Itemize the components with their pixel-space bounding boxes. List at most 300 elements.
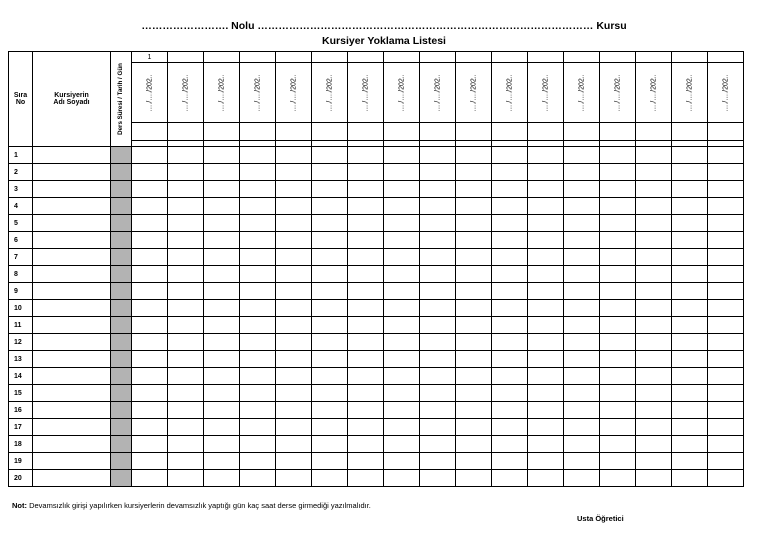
attendance-cell[interactable] <box>456 164 492 181</box>
attendance-cell[interactable] <box>348 300 384 317</box>
attendance-cell[interactable] <box>672 385 708 402</box>
attendance-cell[interactable] <box>312 232 348 249</box>
attendance-cell[interactable] <box>636 283 672 300</box>
hours-cell[interactable] <box>672 123 708 141</box>
attendance-cell[interactable] <box>240 419 276 436</box>
attendance-cell[interactable] <box>708 334 744 351</box>
attendance-cell[interactable] <box>348 249 384 266</box>
attendance-cell[interactable] <box>672 232 708 249</box>
attendance-cell[interactable] <box>384 351 420 368</box>
attendance-cell[interactable] <box>636 470 672 487</box>
attendance-cell[interactable] <box>492 147 528 164</box>
attendance-cell[interactable] <box>312 181 348 198</box>
attendance-cell[interactable] <box>204 470 240 487</box>
attendance-cell[interactable] <box>168 164 204 181</box>
attendance-cell[interactable] <box>312 419 348 436</box>
attendance-cell[interactable] <box>312 317 348 334</box>
hours-cell[interactable] <box>456 123 492 141</box>
attendance-cell[interactable] <box>600 368 636 385</box>
attendance-cell[interactable] <box>528 317 564 334</box>
name-cell[interactable] <box>33 232 111 249</box>
attendance-cell[interactable] <box>600 266 636 283</box>
attendance-cell[interactable] <box>672 317 708 334</box>
attendance-cell[interactable] <box>708 164 744 181</box>
hours-cell[interactable] <box>600 123 636 141</box>
attendance-cell[interactable] <box>564 198 600 215</box>
attendance-cell[interactable] <box>384 249 420 266</box>
attendance-cell[interactable] <box>420 266 456 283</box>
attendance-cell[interactable] <box>672 453 708 470</box>
attendance-cell[interactable] <box>564 266 600 283</box>
attendance-cell[interactable] <box>672 419 708 436</box>
attendance-cell[interactable] <box>168 266 204 283</box>
attendance-cell[interactable] <box>636 334 672 351</box>
date-placeholder[interactable]: …./…./202.. <box>722 73 729 112</box>
attendance-cell[interactable] <box>276 266 312 283</box>
attendance-cell[interactable] <box>276 351 312 368</box>
attendance-cell[interactable] <box>528 232 564 249</box>
attendance-cell[interactable] <box>564 283 600 300</box>
attendance-cell[interactable] <box>168 368 204 385</box>
attendance-cell[interactable] <box>384 215 420 232</box>
attendance-cell[interactable] <box>168 198 204 215</box>
attendance-cell[interactable] <box>420 300 456 317</box>
attendance-cell[interactable] <box>600 147 636 164</box>
attendance-cell[interactable] <box>528 300 564 317</box>
hours-cell[interactable] <box>132 123 168 141</box>
name-cell[interactable] <box>33 368 111 385</box>
date-placeholder[interactable]: …./…./202.. <box>470 73 477 112</box>
attendance-cell[interactable] <box>456 215 492 232</box>
attendance-cell[interactable] <box>492 283 528 300</box>
attendance-cell[interactable] <box>132 283 168 300</box>
attendance-cell[interactable] <box>564 419 600 436</box>
attendance-cell[interactable] <box>708 419 744 436</box>
attendance-cell[interactable] <box>492 453 528 470</box>
attendance-cell[interactable] <box>312 470 348 487</box>
attendance-cell[interactable] <box>636 436 672 453</box>
attendance-cell[interactable] <box>240 470 276 487</box>
attendance-cell[interactable] <box>420 317 456 334</box>
attendance-cell[interactable] <box>276 300 312 317</box>
attendance-cell[interactable] <box>600 164 636 181</box>
attendance-cell[interactable] <box>312 385 348 402</box>
hours-cell[interactable] <box>708 123 744 141</box>
date-placeholder[interactable]: …./…./202.. <box>218 73 225 112</box>
attendance-cell[interactable] <box>348 368 384 385</box>
attendance-cell[interactable] <box>276 249 312 266</box>
attendance-cell[interactable] <box>348 181 384 198</box>
attendance-cell[interactable] <box>564 147 600 164</box>
attendance-cell[interactable] <box>204 147 240 164</box>
name-cell[interactable] <box>33 351 111 368</box>
attendance-cell[interactable] <box>492 266 528 283</box>
attendance-cell[interactable] <box>672 470 708 487</box>
attendance-cell[interactable] <box>168 334 204 351</box>
attendance-cell[interactable] <box>528 385 564 402</box>
attendance-cell[interactable] <box>132 351 168 368</box>
attendance-cell[interactable] <box>204 300 240 317</box>
attendance-cell[interactable] <box>492 351 528 368</box>
attendance-cell[interactable] <box>276 470 312 487</box>
attendance-cell[interactable] <box>420 334 456 351</box>
attendance-cell[interactable] <box>600 470 636 487</box>
attendance-cell[interactable] <box>564 215 600 232</box>
attendance-cell[interactable] <box>492 385 528 402</box>
attendance-cell[interactable] <box>600 283 636 300</box>
attendance-cell[interactable] <box>168 147 204 164</box>
attendance-cell[interactable] <box>420 147 456 164</box>
attendance-cell[interactable] <box>276 385 312 402</box>
attendance-cell[interactable] <box>348 266 384 283</box>
attendance-cell[interactable] <box>456 436 492 453</box>
attendance-cell[interactable] <box>204 283 240 300</box>
attendance-cell[interactable] <box>348 232 384 249</box>
attendance-cell[interactable] <box>204 266 240 283</box>
attendance-cell[interactable] <box>492 402 528 419</box>
attendance-cell[interactable] <box>672 147 708 164</box>
attendance-cell[interactable] <box>132 215 168 232</box>
attendance-cell[interactable] <box>312 300 348 317</box>
date-placeholder[interactable]: …./…./202.. <box>182 73 189 112</box>
attendance-cell[interactable] <box>420 164 456 181</box>
attendance-cell[interactable] <box>456 385 492 402</box>
attendance-cell[interactable] <box>204 385 240 402</box>
attendance-cell[interactable] <box>528 436 564 453</box>
attendance-cell[interactable] <box>420 419 456 436</box>
name-cell[interactable] <box>33 147 111 164</box>
attendance-cell[interactable] <box>348 351 384 368</box>
date-placeholder[interactable]: …./…./202.. <box>650 73 657 112</box>
attendance-cell[interactable] <box>276 147 312 164</box>
attendance-cell[interactable] <box>456 402 492 419</box>
attendance-cell[interactable] <box>708 198 744 215</box>
attendance-cell[interactable] <box>312 266 348 283</box>
attendance-cell[interactable] <box>708 181 744 198</box>
attendance-cell[interactable] <box>708 215 744 232</box>
hours-cell[interactable] <box>528 123 564 141</box>
attendance-cell[interactable] <box>204 402 240 419</box>
attendance-cell[interactable] <box>312 198 348 215</box>
date-placeholder[interactable]: …./…./202.. <box>578 73 585 112</box>
attendance-cell[interactable] <box>384 147 420 164</box>
attendance-cell[interactable] <box>384 334 420 351</box>
attendance-cell[interactable] <box>348 334 384 351</box>
attendance-cell[interactable] <box>384 164 420 181</box>
attendance-cell[interactable] <box>564 300 600 317</box>
attendance-cell[interactable] <box>456 198 492 215</box>
attendance-cell[interactable] <box>240 147 276 164</box>
attendance-cell[interactable] <box>672 368 708 385</box>
attendance-cell[interactable] <box>492 164 528 181</box>
attendance-cell[interactable] <box>312 215 348 232</box>
attendance-cell[interactable] <box>600 232 636 249</box>
attendance-cell[interactable] <box>132 385 168 402</box>
attendance-cell[interactable] <box>600 436 636 453</box>
attendance-cell[interactable] <box>240 351 276 368</box>
attendance-cell[interactable] <box>132 266 168 283</box>
name-cell[interactable] <box>33 249 111 266</box>
attendance-cell[interactable] <box>168 232 204 249</box>
attendance-cell[interactable] <box>636 147 672 164</box>
attendance-cell[interactable] <box>420 198 456 215</box>
hours-cell[interactable] <box>636 123 672 141</box>
attendance-cell[interactable] <box>600 351 636 368</box>
attendance-cell[interactable] <box>420 402 456 419</box>
attendance-cell[interactable] <box>240 266 276 283</box>
attendance-cell[interactable] <box>492 317 528 334</box>
attendance-cell[interactable] <box>168 470 204 487</box>
attendance-cell[interactable] <box>384 232 420 249</box>
attendance-cell[interactable] <box>528 249 564 266</box>
attendance-cell[interactable] <box>204 215 240 232</box>
attendance-cell[interactable] <box>708 385 744 402</box>
attendance-cell[interactable] <box>348 402 384 419</box>
attendance-cell[interactable] <box>492 198 528 215</box>
attendance-cell[interactable] <box>276 215 312 232</box>
date-placeholder[interactable]: …./…./202.. <box>362 73 369 112</box>
attendance-cell[interactable] <box>492 232 528 249</box>
attendance-cell[interactable] <box>456 334 492 351</box>
name-cell[interactable] <box>33 266 111 283</box>
hours-cell[interactable] <box>564 123 600 141</box>
attendance-cell[interactable] <box>492 436 528 453</box>
attendance-cell[interactable] <box>420 368 456 385</box>
attendance-cell[interactable] <box>636 419 672 436</box>
attendance-cell[interactable] <box>384 453 420 470</box>
attendance-cell[interactable] <box>492 334 528 351</box>
attendance-cell[interactable] <box>636 453 672 470</box>
attendance-cell[interactable] <box>708 317 744 334</box>
attendance-cell[interactable] <box>600 181 636 198</box>
attendance-cell[interactable] <box>168 300 204 317</box>
attendance-cell[interactable] <box>312 283 348 300</box>
attendance-cell[interactable] <box>312 368 348 385</box>
attendance-cell[interactable] <box>528 147 564 164</box>
attendance-cell[interactable] <box>456 419 492 436</box>
attendance-cell[interactable] <box>528 266 564 283</box>
attendance-cell[interactable] <box>240 232 276 249</box>
name-cell[interactable] <box>33 419 111 436</box>
attendance-cell[interactable] <box>276 368 312 385</box>
attendance-cell[interactable] <box>564 164 600 181</box>
attendance-cell[interactable] <box>636 300 672 317</box>
attendance-cell[interactable] <box>240 368 276 385</box>
attendance-cell[interactable] <box>636 215 672 232</box>
name-cell[interactable] <box>33 385 111 402</box>
attendance-cell[interactable] <box>600 385 636 402</box>
name-cell[interactable] <box>33 402 111 419</box>
attendance-cell[interactable] <box>348 470 384 487</box>
attendance-cell[interactable] <box>528 198 564 215</box>
name-cell[interactable] <box>33 283 111 300</box>
date-placeholder[interactable]: …./…./202.. <box>686 73 693 112</box>
attendance-cell[interactable] <box>528 453 564 470</box>
attendance-cell[interactable] <box>312 453 348 470</box>
attendance-cell[interactable] <box>420 453 456 470</box>
attendance-cell[interactable] <box>636 164 672 181</box>
attendance-cell[interactable] <box>708 402 744 419</box>
attendance-cell[interactable] <box>384 470 420 487</box>
attendance-cell[interactable] <box>708 368 744 385</box>
attendance-cell[interactable] <box>240 283 276 300</box>
attendance-cell[interactable] <box>564 453 600 470</box>
attendance-cell[interactable] <box>312 147 348 164</box>
attendance-cell[interactable] <box>456 147 492 164</box>
attendance-cell[interactable] <box>708 249 744 266</box>
attendance-cell[interactable] <box>348 215 384 232</box>
attendance-cell[interactable] <box>420 351 456 368</box>
attendance-cell[interactable] <box>420 181 456 198</box>
attendance-cell[interactable] <box>312 249 348 266</box>
attendance-cell[interactable] <box>708 147 744 164</box>
attendance-cell[interactable] <box>528 164 564 181</box>
attendance-cell[interactable] <box>168 385 204 402</box>
attendance-cell[interactable] <box>132 402 168 419</box>
name-cell[interactable] <box>33 164 111 181</box>
attendance-cell[interactable] <box>384 317 420 334</box>
attendance-cell[interactable] <box>456 232 492 249</box>
date-placeholder[interactable]: …./…./202.. <box>506 73 513 112</box>
attendance-cell[interactable] <box>708 266 744 283</box>
attendance-cell[interactable] <box>204 453 240 470</box>
attendance-cell[interactable] <box>672 402 708 419</box>
attendance-cell[interactable] <box>672 215 708 232</box>
attendance-cell[interactable] <box>636 198 672 215</box>
hours-cell[interactable] <box>204 123 240 141</box>
attendance-cell[interactable] <box>528 215 564 232</box>
attendance-cell[interactable] <box>384 436 420 453</box>
attendance-cell[interactable] <box>348 436 384 453</box>
attendance-cell[interactable] <box>456 266 492 283</box>
attendance-cell[interactable] <box>600 198 636 215</box>
attendance-cell[interactable] <box>168 317 204 334</box>
attendance-cell[interactable] <box>528 283 564 300</box>
attendance-cell[interactable] <box>240 300 276 317</box>
attendance-cell[interactable] <box>312 351 348 368</box>
attendance-cell[interactable] <box>636 249 672 266</box>
attendance-cell[interactable] <box>528 470 564 487</box>
attendance-cell[interactable] <box>132 419 168 436</box>
attendance-cell[interactable] <box>384 283 420 300</box>
attendance-cell[interactable] <box>384 385 420 402</box>
attendance-cell[interactable] <box>456 351 492 368</box>
attendance-cell[interactable] <box>528 419 564 436</box>
attendance-cell[interactable] <box>240 249 276 266</box>
attendance-cell[interactable] <box>672 283 708 300</box>
attendance-cell[interactable] <box>276 334 312 351</box>
date-placeholder[interactable]: …./…./202.. <box>254 73 261 112</box>
attendance-cell[interactable] <box>420 232 456 249</box>
attendance-cell[interactable] <box>456 300 492 317</box>
name-cell[interactable] <box>33 317 111 334</box>
attendance-cell[interactable] <box>708 300 744 317</box>
attendance-cell[interactable] <box>456 317 492 334</box>
attendance-cell[interactable] <box>276 419 312 436</box>
attendance-cell[interactable] <box>492 300 528 317</box>
attendance-cell[interactable] <box>600 334 636 351</box>
attendance-cell[interactable] <box>204 351 240 368</box>
attendance-cell[interactable] <box>600 317 636 334</box>
attendance-cell[interactable] <box>564 317 600 334</box>
attendance-cell[interactable] <box>240 453 276 470</box>
attendance-cell[interactable] <box>420 215 456 232</box>
attendance-cell[interactable] <box>564 334 600 351</box>
attendance-cell[interactable] <box>636 368 672 385</box>
attendance-cell[interactable] <box>672 351 708 368</box>
attendance-cell[interactable] <box>240 215 276 232</box>
attendance-cell[interactable] <box>132 453 168 470</box>
attendance-cell[interactable] <box>672 436 708 453</box>
name-cell[interactable] <box>33 453 111 470</box>
attendance-cell[interactable] <box>240 181 276 198</box>
attendance-cell[interactable] <box>240 436 276 453</box>
attendance-cell[interactable] <box>528 402 564 419</box>
attendance-cell[interactable] <box>348 198 384 215</box>
attendance-cell[interactable] <box>348 283 384 300</box>
name-cell[interactable] <box>33 300 111 317</box>
attendance-cell[interactable] <box>132 181 168 198</box>
attendance-cell[interactable] <box>456 181 492 198</box>
attendance-cell[interactable] <box>636 351 672 368</box>
attendance-cell[interactable] <box>420 436 456 453</box>
attendance-cell[interactable] <box>600 402 636 419</box>
attendance-cell[interactable] <box>492 181 528 198</box>
attendance-cell[interactable] <box>204 198 240 215</box>
attendance-cell[interactable] <box>276 232 312 249</box>
hours-cell[interactable] <box>240 123 276 141</box>
attendance-cell[interactable] <box>348 164 384 181</box>
attendance-cell[interactable] <box>204 419 240 436</box>
attendance-cell[interactable] <box>168 453 204 470</box>
attendance-cell[interactable] <box>672 249 708 266</box>
attendance-cell[interactable] <box>276 283 312 300</box>
attendance-cell[interactable] <box>636 385 672 402</box>
attendance-cell[interactable] <box>132 249 168 266</box>
attendance-cell[interactable] <box>276 198 312 215</box>
attendance-cell[interactable] <box>240 385 276 402</box>
attendance-cell[interactable] <box>168 215 204 232</box>
attendance-cell[interactable] <box>528 334 564 351</box>
attendance-cell[interactable] <box>132 147 168 164</box>
attendance-cell[interactable] <box>240 402 276 419</box>
attendance-cell[interactable] <box>168 249 204 266</box>
attendance-cell[interactable] <box>528 181 564 198</box>
attendance-cell[interactable] <box>204 249 240 266</box>
attendance-cell[interactable] <box>312 334 348 351</box>
attendance-cell[interactable] <box>276 453 312 470</box>
attendance-cell[interactable] <box>384 198 420 215</box>
attendance-cell[interactable] <box>564 385 600 402</box>
attendance-cell[interactable] <box>132 198 168 215</box>
attendance-cell[interactable] <box>168 436 204 453</box>
hours-cell[interactable] <box>348 123 384 141</box>
attendance-cell[interactable] <box>420 470 456 487</box>
attendance-cell[interactable] <box>708 283 744 300</box>
attendance-cell[interactable] <box>564 470 600 487</box>
attendance-cell[interactable] <box>204 164 240 181</box>
attendance-cell[interactable] <box>204 232 240 249</box>
attendance-cell[interactable] <box>600 300 636 317</box>
attendance-cell[interactable] <box>132 470 168 487</box>
attendance-cell[interactable] <box>384 300 420 317</box>
attendance-cell[interactable] <box>456 470 492 487</box>
attendance-cell[interactable] <box>492 419 528 436</box>
attendance-cell[interactable] <box>384 266 420 283</box>
name-cell[interactable] <box>33 181 111 198</box>
attendance-cell[interactable] <box>348 453 384 470</box>
attendance-cell[interactable] <box>276 181 312 198</box>
